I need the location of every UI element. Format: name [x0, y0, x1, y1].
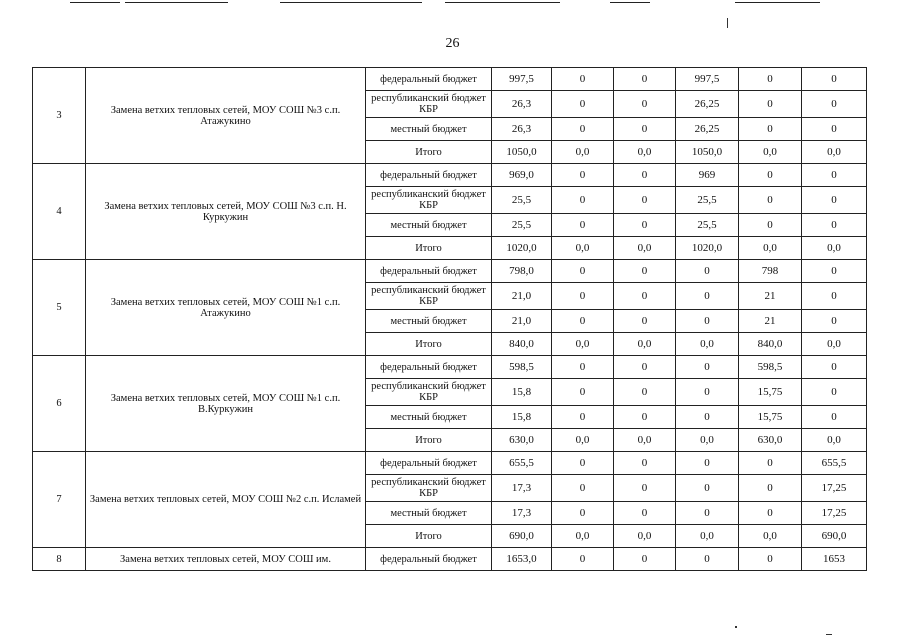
top-rule-fragment: [125, 2, 228, 3]
amount-cell: 1050,0: [492, 141, 552, 164]
amount-cell: 0: [739, 91, 802, 118]
amount-cell: 0,0: [802, 333, 867, 356]
amount-cell: 840,0: [739, 333, 802, 356]
amount-cell: 798: [739, 260, 802, 283]
amount-cell: 0: [552, 91, 614, 118]
amount-cell: 0: [552, 260, 614, 283]
row-number: 7: [33, 452, 86, 548]
amount-cell: 690,0: [802, 525, 867, 548]
amount-cell: 0,0: [552, 525, 614, 548]
amount-cell: 0: [614, 310, 676, 333]
amount-cell: 25,5: [492, 214, 552, 237]
amount-cell: 798,0: [492, 260, 552, 283]
amount-cell: 21: [739, 310, 802, 333]
amount-cell: 0: [552, 502, 614, 525]
amount-cell: 15,8: [492, 406, 552, 429]
funding-source: местный бюджет: [366, 502, 492, 525]
amount-cell: 0,0: [739, 237, 802, 260]
amount-cell: 0: [614, 283, 676, 310]
amount-cell: 690,0: [492, 525, 552, 548]
amount-cell: 0,0: [802, 141, 867, 164]
funding-source: федеральный бюджет: [366, 260, 492, 283]
amount-cell: 0: [802, 283, 867, 310]
funding-source: федеральный бюджет: [366, 548, 492, 571]
amount-cell: 26,3: [492, 91, 552, 118]
amount-cell: 21,0: [492, 283, 552, 310]
funding-source: федеральный бюджет: [366, 452, 492, 475]
amount-cell: 0: [802, 260, 867, 283]
row-number: 3: [33, 68, 86, 164]
table-row: [33, 452, 867, 475]
amount-cell: 0: [802, 164, 867, 187]
amount-cell: 25,5: [676, 187, 739, 214]
top-rule-fragment: [445, 2, 560, 3]
amount-cell: 0: [802, 310, 867, 333]
amount-cell: 0,0: [614, 525, 676, 548]
amount-cell: 0: [614, 379, 676, 406]
amount-cell: 0: [614, 68, 676, 91]
amount-cell: 0,0: [739, 525, 802, 548]
top-rule-fragment: [70, 2, 120, 3]
amount-cell: 0: [676, 283, 739, 310]
amount-cell: 0: [552, 283, 614, 310]
amount-cell: 0: [676, 452, 739, 475]
amount-cell: 0,0: [676, 429, 739, 452]
amount-cell: 15,75: [739, 406, 802, 429]
amount-cell: 0,0: [802, 429, 867, 452]
amount-cell: 0: [552, 379, 614, 406]
row-number: 8: [33, 548, 86, 571]
row-number: 6: [33, 356, 86, 452]
amount-cell: 1020,0: [676, 237, 739, 260]
amount-cell: 0: [739, 475, 802, 502]
amount-cell: 0: [676, 356, 739, 379]
table-row: [33, 164, 867, 187]
project-title: Замена ветхих тепловых сетей, МОУ СОШ №3 с.п. Н. Куркужин: [86, 164, 366, 260]
table-row: [33, 260, 867, 283]
funding-source: местный бюджет: [366, 118, 492, 141]
project-title: Замена ветхих тепловых сетей, МОУ СОШ №1 с.п. В.Куркужин: [86, 356, 366, 452]
scan-mark: [727, 18, 728, 28]
amount-cell: 0: [552, 356, 614, 379]
amount-cell: 0: [676, 502, 739, 525]
amount-cell: 0: [676, 406, 739, 429]
amount-cell: 15,8: [492, 379, 552, 406]
amount-cell: 0: [614, 548, 676, 571]
project-title: Замена ветхих тепловых сетей, МОУ СОШ №1 с.п. Атажукино: [86, 260, 366, 356]
amount-cell: 1653,0: [492, 548, 552, 571]
amount-cell: 0: [552, 310, 614, 333]
top-rule-fragment: [610, 2, 650, 3]
amount-cell: 0,0: [614, 141, 676, 164]
amount-cell: 25,5: [492, 187, 552, 214]
amount-cell: 26,25: [676, 118, 739, 141]
amount-cell: 21: [739, 283, 802, 310]
amount-cell: 1020,0: [492, 237, 552, 260]
row-number: 4: [33, 164, 86, 260]
amount-cell: 26,3: [492, 118, 552, 141]
amount-cell: 0: [552, 187, 614, 214]
budget-table: [32, 67, 867, 571]
amount-cell: 0: [552, 452, 614, 475]
amount-cell: 0: [552, 548, 614, 571]
amount-cell: 997,5: [676, 68, 739, 91]
amount-cell: 0,0: [676, 333, 739, 356]
funding-source: Итого: [366, 429, 492, 452]
table-row: [33, 356, 867, 379]
amount-cell: 0: [614, 356, 676, 379]
amount-cell: 0: [552, 214, 614, 237]
amount-cell: 630,0: [739, 429, 802, 452]
amount-cell: 0: [739, 164, 802, 187]
top-rule-fragment: [280, 2, 422, 3]
amount-cell: 0: [802, 379, 867, 406]
amount-cell: 0: [552, 118, 614, 141]
funding-source: федеральный бюджет: [366, 164, 492, 187]
funding-source: Итого: [366, 525, 492, 548]
funding-source: республиканский бюджет КБР: [366, 91, 492, 118]
amount-cell: 0: [676, 310, 739, 333]
amount-cell: 25,5: [676, 214, 739, 237]
table-row: [33, 68, 867, 91]
amount-cell: 0: [614, 164, 676, 187]
funding-source: республиканский бюджет КБР: [366, 379, 492, 406]
amount-cell: 0,0: [552, 141, 614, 164]
amount-cell: 0: [739, 548, 802, 571]
amount-cell: 0,0: [552, 237, 614, 260]
amount-cell: 0: [614, 260, 676, 283]
amount-cell: 15,75: [739, 379, 802, 406]
amount-cell: 969: [676, 164, 739, 187]
amount-cell: 0: [802, 356, 867, 379]
funding-source: Итого: [366, 141, 492, 164]
amount-cell: 0,0: [802, 237, 867, 260]
amount-cell: 0: [676, 548, 739, 571]
funding-source: республиканский бюджет КБР: [366, 283, 492, 310]
funding-source: республиканский бюджет КБР: [366, 475, 492, 502]
amount-cell: 0: [614, 475, 676, 502]
funding-source: местный бюджет: [366, 406, 492, 429]
funding-source: федеральный бюджет: [366, 356, 492, 379]
amount-cell: 17,3: [492, 475, 552, 502]
amount-cell: 0,0: [739, 141, 802, 164]
amount-cell: 0: [676, 475, 739, 502]
amount-cell: 0: [614, 214, 676, 237]
project-title: Замена ветхих тепловых сетей, МОУ СОШ №3 с.п. Атажукино: [86, 68, 366, 164]
amount-cell: 840,0: [492, 333, 552, 356]
amount-cell: 1653: [802, 548, 867, 571]
amount-cell: 0: [739, 118, 802, 141]
amount-cell: 17,3: [492, 502, 552, 525]
amount-cell: 0: [739, 502, 802, 525]
amount-cell: 0: [552, 406, 614, 429]
amount-cell: 1050,0: [676, 141, 739, 164]
funding-source: республиканский бюджет КБР: [366, 187, 492, 214]
amount-cell: 0: [739, 214, 802, 237]
funding-source: Итого: [366, 237, 492, 260]
amount-cell: 0,0: [614, 333, 676, 356]
amount-cell: 0: [552, 475, 614, 502]
amount-cell: 598,5: [492, 356, 552, 379]
amount-cell: 0: [676, 260, 739, 283]
amount-cell: 598,5: [739, 356, 802, 379]
amount-cell: 0: [552, 164, 614, 187]
amount-cell: 630,0: [492, 429, 552, 452]
project-title: Замена ветхих тепловых сетей, МОУ СОШ №2 с.п. Исламей: [86, 452, 366, 548]
amount-cell: 0,0: [552, 333, 614, 356]
amount-cell: 0: [614, 406, 676, 429]
amount-cell: 0: [802, 406, 867, 429]
amount-cell: 0: [802, 214, 867, 237]
page-number: 26: [445, 36, 460, 51]
row-number: 5: [33, 260, 86, 356]
amount-cell: 0: [614, 452, 676, 475]
top-rule-fragment: [735, 2, 820, 3]
amount-cell: 0: [802, 91, 867, 118]
amount-cell: 0,0: [614, 237, 676, 260]
amount-cell: 17,25: [802, 502, 867, 525]
amount-cell: 0: [614, 502, 676, 525]
amount-cell: 0,0: [552, 429, 614, 452]
amount-cell: 655,5: [492, 452, 552, 475]
project-title: Замена ветхих тепловых сетей, МОУ СОШ им.: [86, 548, 366, 571]
amount-cell: 0: [802, 68, 867, 91]
amount-cell: 26,25: [676, 91, 739, 118]
amount-cell: 0: [739, 452, 802, 475]
amount-cell: 0: [802, 118, 867, 141]
amount-cell: 0: [614, 118, 676, 141]
funding-source: местный бюджет: [366, 214, 492, 237]
amount-cell: 0: [676, 379, 739, 406]
scan-mark: [826, 634, 832, 635]
amount-cell: 21,0: [492, 310, 552, 333]
funding-source: местный бюджет: [366, 310, 492, 333]
amount-cell: 0: [739, 68, 802, 91]
amount-cell: 0: [614, 91, 676, 118]
funding-source: федеральный бюджет: [366, 68, 492, 91]
amount-cell: 17,25: [802, 475, 867, 502]
amount-cell: 0: [552, 68, 614, 91]
amount-cell: 0,0: [676, 525, 739, 548]
amount-cell: 969,0: [492, 164, 552, 187]
amount-cell: 0: [802, 187, 867, 214]
table-row: [33, 548, 867, 571]
table-body: [33, 68, 867, 571]
amount-cell: 0: [739, 187, 802, 214]
amount-cell: 0,0: [614, 429, 676, 452]
amount-cell: 655,5: [802, 452, 867, 475]
funding-source: Итого: [366, 333, 492, 356]
scan-mark: [735, 626, 737, 628]
amount-cell: 997,5: [492, 68, 552, 91]
amount-cell: 0: [614, 187, 676, 214]
